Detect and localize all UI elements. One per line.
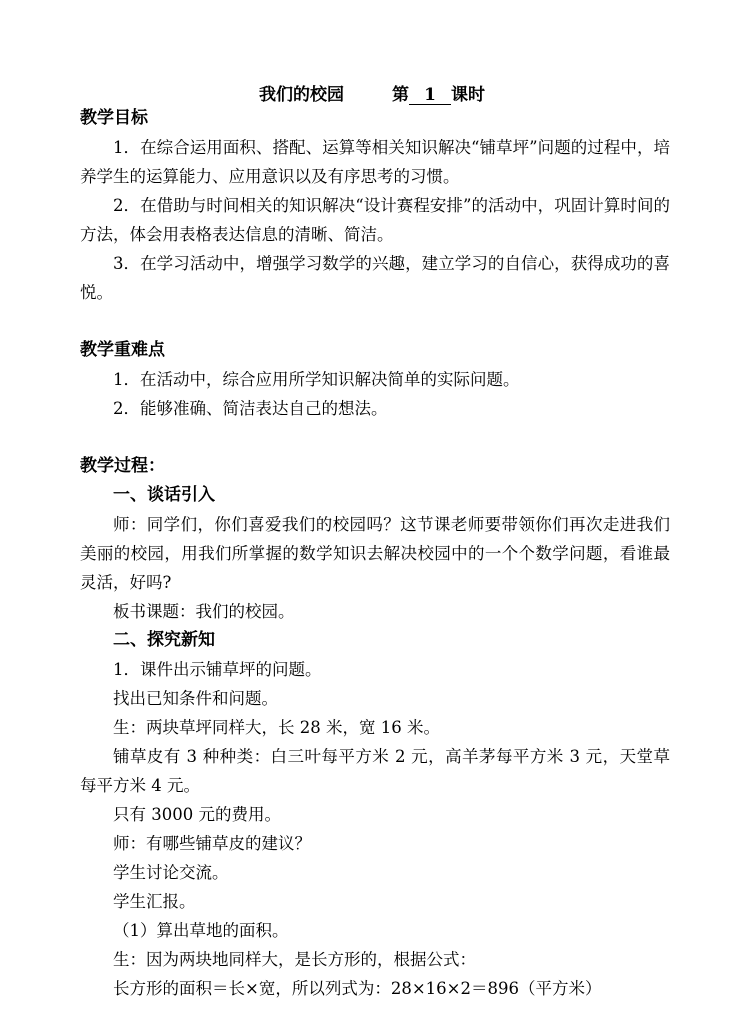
objective-item-1: 1．在综合运用面积、搭配、运算等相关知识解决“铺草坪”问题的过程中，培养学生的运算能力、应用意识以及有序思考的习惯。 xyxy=(80,138,670,186)
section-1-para-2: 板书课题：我们的校园。 xyxy=(113,602,295,621)
section-2-para-5: 只有 3000 元的费用。 xyxy=(113,805,281,824)
lesson-suffix: 课时 xyxy=(451,85,485,105)
section-2-para-7: 学生讨论交流。 xyxy=(113,863,229,882)
objective-item-2: 2．在借助与时间相关的知识解决“设计赛程安排”的活动中，巩固计算时间的方法，体会用表格表达信息的清晰、简洁。 xyxy=(80,196,670,244)
section-2-para-8: 学生汇报。 xyxy=(113,892,196,911)
key-point-item-1: 1．在活动中，综合应用所学知识解决简单的实际问题。 xyxy=(113,370,520,389)
lesson-title: 我们的校园 xyxy=(259,85,344,105)
page-title xyxy=(0,80,744,105)
section-2-para-6: 师：有哪些铺草皮的建议？ xyxy=(113,834,311,853)
lesson-number: 1 xyxy=(409,86,451,105)
key-point-item-2: 2．能够准确、简洁表达自己的想法。 xyxy=(113,399,388,418)
lesson-prefix: 第 xyxy=(392,85,409,105)
objectives-heading: 教学目标 xyxy=(80,108,148,128)
section-2-para-10: 生：因为两块地同样大，是长方形的，根据公式： xyxy=(113,950,476,969)
section-2-heading: 二、探究新知 xyxy=(113,630,215,650)
section-2-para-1: 1．课件出示铺草坪的问题。 xyxy=(113,660,322,679)
section-2-para-11: 长方形的面积＝长×宽，所以列式为：28×16×2＝896（平方米） xyxy=(113,979,602,998)
section-2-para-4: 铺草皮有 3 种种类：白三叶每平方米 2 元，高羊茅每平方米 3 元，天堂草每平方米 4 元。 xyxy=(80,747,670,795)
section-2-para-9: （1）算出草地的面积。 xyxy=(113,921,289,940)
key-points-heading: 教学重难点 xyxy=(80,340,165,360)
objective-item-3: 3．在学习活动中，增强学习数学的兴趣，建立学习的自信心，获得成功的喜悦。 xyxy=(80,254,670,302)
section-2-para-3: 生：两块草坪同样大，长 28 米，宽 16 米。 xyxy=(113,718,440,737)
section-1-para-1: 师：同学们，你们喜爱我们的校园吗？这节课老师要带领你们再次走进我们美丽的校园，用我们所掌握的数学知识去解决校园中的一个个数学问题，看谁最灵活，好吗? xyxy=(80,515,670,592)
section-1-heading: 一、谈话引入 xyxy=(113,485,215,505)
section-2-para-2: 找出已知条件和问题。 xyxy=(113,689,278,708)
document-body xyxy=(80,104,670,1003)
process-heading: 教学过程： xyxy=(80,456,165,476)
